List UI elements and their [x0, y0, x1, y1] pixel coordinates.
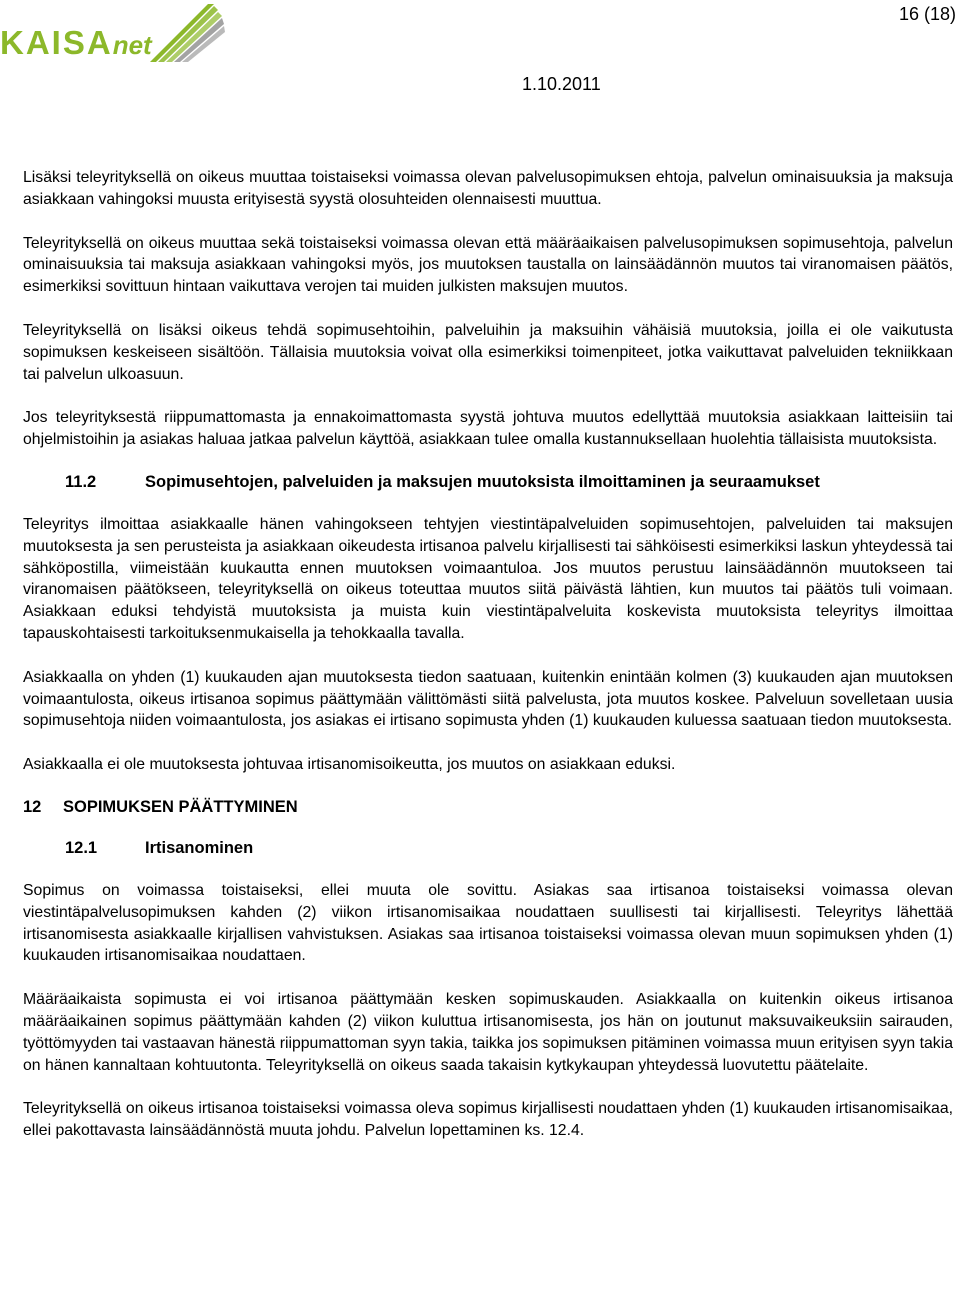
paragraph: Teleyrityksellä on oikeus irtisanoa toistaiseksi voimassa oleva sopimus kirjallisesti noudattaen yhden (1) kuukauden irtisanomisaikaa, ellei pakottavasta lainsäädännöstä muuta johdu. Palvelun lopettaminen ks. 12.4. [23, 1100, 953, 1140]
section-title: Irtisanominen [145, 838, 254, 857]
document-date: 1.10.2011 [522, 74, 601, 94]
logo-swoosh-icon [150, 4, 230, 64]
logo-main-text: KAISA [0, 24, 113, 61]
section-title: Sopimusehtojen, palveluiden ja maksujen muutoksista ilmoittaminen ja seuraamukset [145, 472, 820, 491]
document-body [23, 167, 953, 1142]
page-number: 16 (18) [898, 4, 956, 24]
paragraph: Sopimus on voimassa toistaiseksi, ellei muuta ole sovittu. Asiakas saa irtisanoa toistaiseksi voimassa olevan viestintäpalvelusopimuksen kahden (2) viikon irtisanomisaikaa noudattaen suullisesti tai kirjallisesti. Teleyritys lähettää irtisanomisesta asiakkaalle kirjallisen vahvistuksen. Asiakas saa irtisanoa toistaiseksi voimassa olevan muun sopimuksen yhden (1) kuukauden irtisanomisaikaa noudattaen. [23, 881, 953, 965]
paragraph: Lisäksi teleyrityksellä on oikeus muuttaa toistaiseksi voimassa olevan palvelusopimuksen ehtoja, palvelun ominaisuuksia ja maksuja asiakkaan vahingoksi muusta erityisestä syystä olosuhteiden olennaisesti muuttua. [23, 169, 953, 208]
section-heading-12 [23, 798, 953, 817]
section-heading-12-1 [23, 839, 953, 858]
paragraph: Asiakkaalla ei ole muutoksesta johtuvaa irtisanomisoikeutta, jos muutos on asiakkaan eduksi. [23, 756, 676, 774]
logo-wordmark [0, 24, 152, 62]
paragraph: Määräaikaista sopimusta ei voi irtisanoa päättymään kesken sopimuskauden. Asiakkaalla on kuitenkin oikeus irtisanoa määräaikainen sopimus päättymään kahden (2) viikon kuluttua irtisanomisesta, jos hän on joutunut maksuvaikeuksiin sairauden, työttömyyden tai vastaavan hänestä riippumattoman syyn takia, taikka jos sopimuksen pitäminen voimassa muun erityisen syyn takia on hänen kannaltaan kohtuutonta. Teleyrityksellä on oikeus saada takaisin kytkykaupan yhteydessä luovutettu päätelaite. [23, 991, 953, 1074]
section-number: 12 [23, 797, 42, 816]
paragraph: Teleyrityksellä on lisäksi oikeus tehdä sopimusehtoihin, palveluihin ja maksuihin vähäisiä muutoksia, joilla ei ole vaikutusta sopimuksen keskeiseen sisältöön. Tällaisia muutoksia voivat olla esimerkiksi toimenpiteet, jotka vaikuttavat palveluiden tekniikkaan tai palvelun ulkoasuun. [23, 321, 953, 383]
section-heading-11-2 [23, 473, 953, 492]
section-title: SOPIMUKSEN PÄÄTTYMINEN [63, 797, 298, 816]
paragraph: Teleyritys ilmoittaa asiakkaalle hänen vahingokseen tehtyjen viestintäpalveluiden sopimusehtojen, palveluiden tai maksujen muutoksesta ja sen perusteista ja asiakkaan oikeudesta irtisanoa palvelu kirjallisesti tai sähköisesti esimerkiksi laskun yhteydessä tai sähköpostilla, viimeistään kuukautta ennen muutoksen voimaantuloa. Jos muutos perustuu lainsäädännön muutokseen tai viranomaisen päätökseen, teleyrityksellä on oikeus toteuttaa muutos siitä päivästä lähtien, kun muutos tai päätös tuli voimaan. Asiakkaan eduksi tehdyistä muutoksista ja muista kuin viestintäpalveluita koskevista muutoksista teleyritys ilmoittaa tapauskohtaisesti tarkoituksenmukaisella ja tehokkaalla tavalla. [23, 515, 953, 642]
paragraph: Teleyrityksellä on oikeus muuttaa sekä toistaiseksi voimassa olevan että määräaikaisen palvelusopimuksen sopimusehtoja, palvelun ominaisuuksia tai maksuja asiakkaan vahingoksi myös, jos muutoksen taustalla on lainsäädännön muutos tai viranomaisen päätös, esimerkiksi sovittuun hintaan vaikuttava verojen tai muiden julkisten maksujen muutos. [23, 234, 953, 296]
paragraph: Jos teleyrityksestä riippumattomasta ja ennakoimattomasta syystä johtuva muutos edellyttää muutoksia asiakkaan laitteisiin tai ohjelmistoihin ja asiakas haluaa jatkaa palvelun käyttöä, asiakkaan tulee omalla kustannuksellaan huolehtia tällaisista muutoksista. [23, 409, 953, 449]
kaisanet-logo [0, 4, 230, 64]
section-number: 12.1 [65, 838, 98, 857]
logo-suffix-text: net [112, 30, 152, 60]
paragraph: Asiakkaalla on yhden (1) kuukauden ajan muutoksesta tiedon saatuaan, kuitenkin enintään kolmen (3) kuukauden ajan muutoksen voimaantulosta, oikeus irtisanoa sopimus päättymään välittömästi siitä palvelusta, jota muutos koskee. Palveluun sovelletaan uusia sopimusehtoja niiden voimaantulosta, jos asiakas ei irtisano sopimusta yhden (1) kuukauden kuluessa saatuaan tiedon muutoksesta. [23, 668, 953, 730]
section-number: 11.2 [65, 472, 97, 491]
